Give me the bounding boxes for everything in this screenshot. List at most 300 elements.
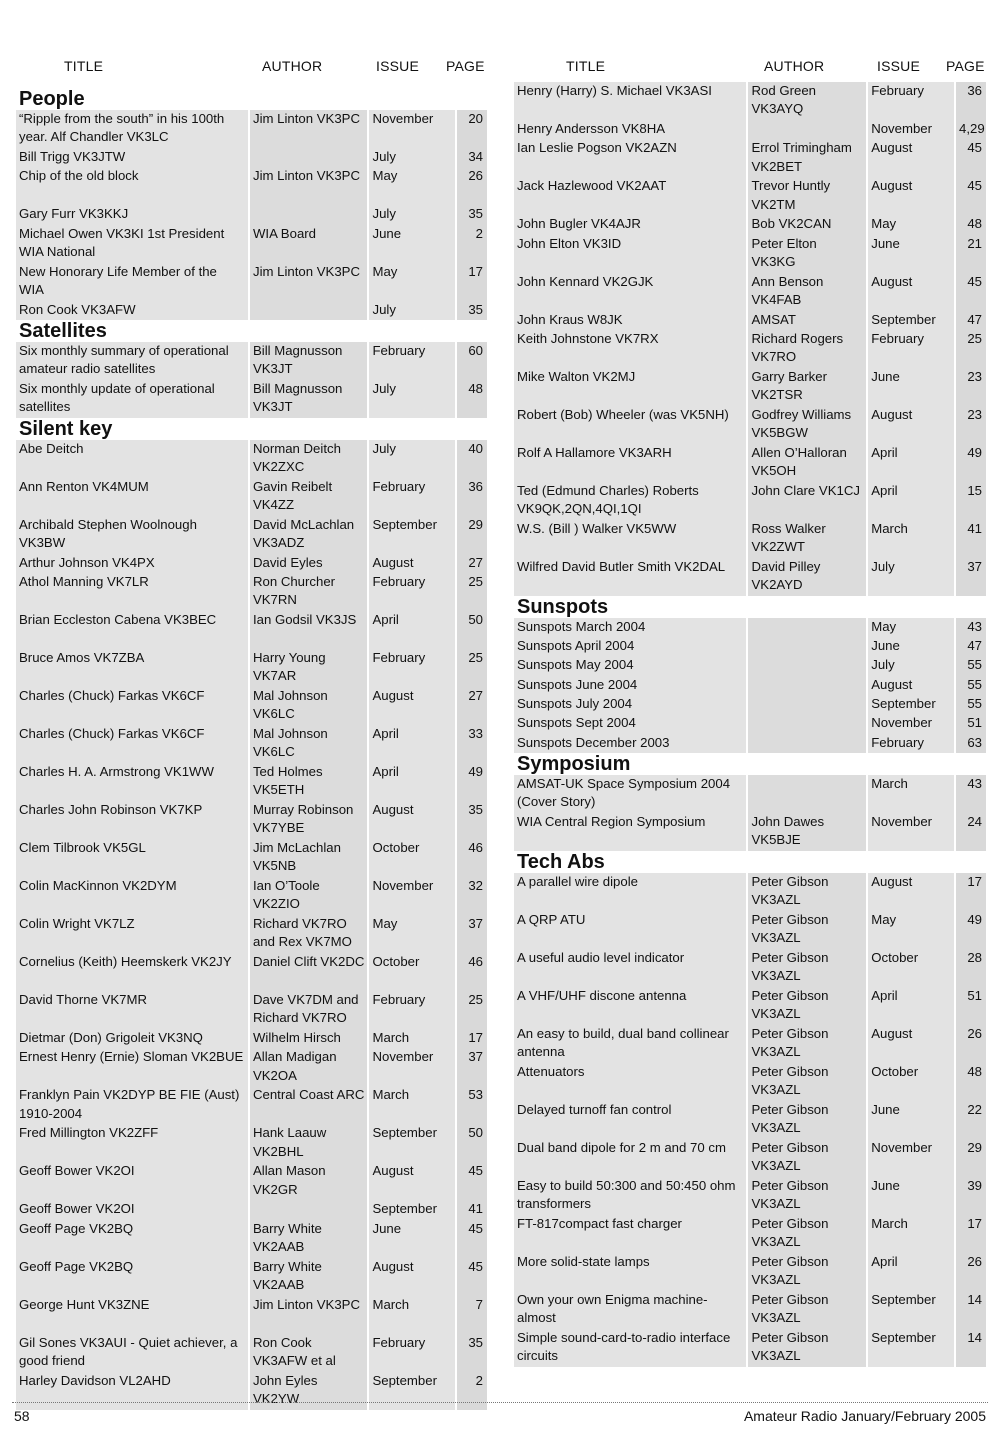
- header-title: TITLE: [64, 58, 104, 74]
- column-header: [16, 52, 487, 82]
- table-row: [514, 558, 986, 596]
- column-header: [514, 52, 986, 82]
- entry-title: Archibald Stephen Woolnough VK3BW: [16, 516, 248, 554]
- entry-issue: June: [868, 1101, 954, 1139]
- table-row: [514, 1101, 986, 1139]
- entry-page: 20: [457, 110, 487, 148]
- table-row: [514, 311, 986, 330]
- entry-issue: September: [868, 1329, 954, 1367]
- table-row: [514, 873, 986, 911]
- entry-page: 43: [956, 618, 986, 637]
- entry-issue: May: [369, 263, 455, 301]
- entry-page: 2: [457, 1372, 487, 1410]
- table-row: [16, 991, 487, 1029]
- entry-title: Abe Deitch: [16, 440, 248, 478]
- entry-author: Richard VK7RO and Rex VK7MO: [250, 915, 368, 953]
- entry-issue: August: [868, 873, 954, 911]
- table-row: [16, 148, 487, 167]
- entry-issue: June: [369, 1220, 455, 1258]
- table-row: [514, 139, 986, 177]
- entry-title: Geoff Page VK2BQ: [16, 1220, 248, 1258]
- entry-title: Six monthly update of operational satellites: [16, 380, 248, 418]
- entry-page: 48: [956, 215, 986, 234]
- entry-page: 35: [457, 801, 487, 839]
- entry-page: 34: [457, 148, 487, 167]
- entry-title: Franklyn Pain VK2DYP BE FIE (Aust) 1910-2004: [16, 1086, 248, 1124]
- entry-page: 4,29: [956, 120, 986, 139]
- entry-title: Easy to build 50:300 and 50:450 ohm transformers: [514, 1177, 746, 1215]
- entry-page: 49: [956, 911, 986, 949]
- entry-author: [250, 205, 368, 224]
- entry-author: Barry White VK2AAB: [250, 1258, 368, 1296]
- entry-author: Ted Holmes VK5ETH: [250, 763, 368, 801]
- header-page: PAGE: [946, 58, 985, 74]
- entry-page: 60: [457, 342, 487, 380]
- entry-title: John Kraus W8JK: [514, 311, 746, 330]
- entry-page: 14: [956, 1291, 986, 1329]
- entry-author: David Pilley VK2AYD: [748, 558, 866, 596]
- entry-page: 55: [956, 676, 986, 695]
- entry-title: Bruce Amos VK7ZBA: [16, 649, 248, 687]
- entry-author: Peter Elton VK3KG: [748, 235, 866, 273]
- entry-author: Norman Deitch VK2ZXC: [250, 440, 368, 478]
- entry-title: Own your own Enigma machine-almost: [514, 1291, 746, 1329]
- entry-page: 28: [956, 949, 986, 987]
- table-row: [16, 205, 487, 224]
- entry-page: 26: [956, 1253, 986, 1291]
- entry-page: 36: [457, 478, 487, 516]
- entry-page: 25: [457, 649, 487, 687]
- entry-issue: September: [868, 695, 954, 714]
- entry-issue: April: [868, 987, 954, 1025]
- section-rows: [514, 873, 986, 1367]
- entry-title: Jack Hazlewood VK2AAT: [514, 177, 746, 215]
- entry-title: Geoff Page VK2BQ: [16, 1258, 248, 1296]
- entry-title: George Hunt VK3ZNE: [16, 1296, 248, 1334]
- entry-author: Ron Churcher VK7RN: [250, 573, 368, 611]
- entry-author: Ian O’Toole VK2ZIO: [250, 877, 368, 915]
- entry-issue: March: [868, 520, 954, 558]
- entry-title: Colin Wright VK7LZ: [16, 915, 248, 953]
- entry-page: 26: [457, 167, 487, 205]
- entry-author: Peter Gibson VK3AZL: [748, 1253, 866, 1291]
- table-row: [514, 444, 986, 482]
- entry-page: 21: [956, 235, 986, 273]
- entry-author: John Eyles VK2YW: [250, 1372, 368, 1410]
- entry-page: 25: [457, 991, 487, 1029]
- entry-author: Errol Trimingham VK2BET: [748, 139, 866, 177]
- entry-author: Peter Gibson VK3AZL: [748, 987, 866, 1025]
- section-heading: People: [19, 88, 85, 110]
- entry-page: 46: [457, 839, 487, 877]
- entry-title: David Thorne VK7MR: [16, 991, 248, 1029]
- entry-title: A VHF/UHF discone antenna: [514, 987, 746, 1025]
- entry-title: More solid-state lamps: [514, 1253, 746, 1291]
- entry-author: Peter Gibson VK3AZL: [748, 911, 866, 949]
- entry-page: 29: [457, 516, 487, 554]
- entry-author: Godfrey Williams VK5BGW: [748, 406, 866, 444]
- entry-title: W.S. (Bill ) Walker VK5WW: [514, 520, 746, 558]
- entry-title: Charles John Robinson VK7KP: [16, 801, 248, 839]
- entry-author: Peter Gibson VK3AZL: [748, 1063, 866, 1101]
- entry-author: Jim McLachlan VK5NB: [250, 839, 368, 877]
- entry-issue: November: [369, 1048, 455, 1086]
- entry-page: 45: [956, 273, 986, 311]
- section-heading: Satellites: [19, 319, 107, 342]
- entry-page: 47: [956, 637, 986, 656]
- entry-issue: August: [868, 676, 954, 695]
- entry-issue: May: [369, 167, 455, 205]
- section-rows: [514, 618, 986, 753]
- entry-issue: November: [868, 120, 954, 139]
- entry-author: Bill Magnusson VK3JT: [250, 342, 368, 380]
- table-row: [514, 813, 986, 851]
- entry-issue: November: [369, 110, 455, 148]
- entry-author: Ross Walker VK2ZWT: [748, 520, 866, 558]
- entry-issue: September: [369, 1124, 455, 1162]
- table-row: [16, 1296, 487, 1334]
- entry-title: A useful audio level indicator: [514, 949, 746, 987]
- entry-title: Charles (Chuck) Farkas VK6CF: [16, 725, 248, 763]
- header-page: PAGE: [446, 58, 485, 74]
- table-row: [514, 987, 986, 1025]
- table-row: [514, 215, 986, 234]
- entry-author: Allen O’Halloran VK5OH: [748, 444, 866, 482]
- entry-author: [748, 775, 866, 813]
- entry-title: Athol Manning VK7LR: [16, 573, 248, 611]
- entry-issue: July: [868, 656, 954, 675]
- entry-page: 27: [457, 554, 487, 573]
- entry-author: [748, 656, 866, 675]
- entry-page: 2: [457, 225, 487, 263]
- entry-author: [748, 637, 866, 656]
- entry-issue: February: [868, 82, 954, 120]
- table-row: [16, 687, 487, 725]
- entry-title: Gil Sones VK3AUI - Quiet achiever, a good friend: [16, 1334, 248, 1372]
- entry-author: John Dawes VK5BJE: [748, 813, 866, 851]
- entry-title: Sunspots May 2004: [514, 656, 746, 675]
- table-row: [16, 225, 487, 263]
- table-row: [514, 406, 986, 444]
- table-row: [16, 1086, 487, 1124]
- entry-issue: June: [868, 368, 954, 406]
- entry-issue: July: [369, 440, 455, 478]
- table-row: [514, 120, 986, 139]
- table-row: [514, 676, 986, 695]
- entry-page: 45: [457, 1220, 487, 1258]
- table-row: [514, 1329, 986, 1367]
- table-row: [16, 478, 487, 516]
- entry-title: Sunspots Sept 2004: [514, 714, 746, 733]
- entry-issue: June: [868, 637, 954, 656]
- entry-issue: February: [868, 330, 954, 368]
- entry-page: 37: [956, 558, 986, 596]
- entry-title: A QRP ATU: [514, 911, 746, 949]
- entry-page: 46: [457, 953, 487, 991]
- entry-author: Ron Cook VK3AFW et al: [250, 1334, 368, 1372]
- entry-author: [250, 301, 368, 320]
- header-title: TITLE: [566, 58, 606, 74]
- entry-issue: November: [369, 877, 455, 915]
- entry-issue: September: [369, 1200, 455, 1219]
- entry-page: 49: [457, 763, 487, 801]
- section-rows: [16, 342, 487, 418]
- table-row: [16, 110, 487, 148]
- entry-page: 22: [956, 1101, 986, 1139]
- entry-title: Geoff Bower VK2OI: [16, 1200, 248, 1219]
- entry-author: Barry White VK2AAB: [250, 1220, 368, 1258]
- entry-title: Ted (Edmund Charles) Roberts VK9QK,2QN,4QI,1QI: [514, 482, 746, 520]
- entry-title: Robert (Bob) Wheeler (was VK5NH): [514, 406, 746, 444]
- entry-issue: August: [369, 801, 455, 839]
- entry-page: 36: [956, 82, 986, 120]
- table-row: [514, 637, 986, 656]
- entry-author: Peter Gibson VK3AZL: [748, 1101, 866, 1139]
- entry-issue: May: [868, 618, 954, 637]
- entry-issue: November: [868, 813, 954, 851]
- entry-page: 27: [457, 687, 487, 725]
- entry-title: Attenuators: [514, 1063, 746, 1101]
- entry-issue: February: [369, 1334, 455, 1372]
- entry-page: 55: [956, 695, 986, 714]
- table-row: [514, 775, 986, 813]
- entry-author: Peter Gibson VK3AZL: [748, 1215, 866, 1253]
- table-row: [16, 953, 487, 991]
- table-row: [16, 1048, 487, 1086]
- entry-author: Peter Gibson VK3AZL: [748, 1025, 866, 1063]
- entry-issue: October: [868, 949, 954, 987]
- table-row: [514, 1215, 986, 1253]
- entry-author: Daniel Clift VK2DC: [250, 953, 368, 991]
- table-row: [514, 520, 986, 558]
- entry-title: Delayed turnoff fan control: [514, 1101, 746, 1139]
- entry-author: AMSAT: [748, 311, 866, 330]
- entry-author: Dave VK7DM and Richard VK7RO: [250, 991, 368, 1029]
- table-row: [16, 1258, 487, 1296]
- entry-page: 48: [457, 380, 487, 418]
- entry-author: Harry Young VK7AR: [250, 649, 368, 687]
- table-row: [514, 1291, 986, 1329]
- entry-title: Harley Davidson VL2AHD: [16, 1372, 248, 1410]
- entry-issue: August: [868, 1025, 954, 1063]
- entry-issue: April: [369, 725, 455, 763]
- entry-issue: May: [868, 215, 954, 234]
- table-row: [16, 1162, 487, 1200]
- table-row: [514, 911, 986, 949]
- footer-publication: Amateur Radio January/February 2005: [743, 1408, 986, 1424]
- entry-page: 40: [457, 440, 487, 478]
- entry-title: Gary Furr VK3KKJ: [16, 205, 248, 224]
- entry-issue: July: [369, 301, 455, 320]
- entry-issue: August: [369, 554, 455, 573]
- entry-author: Gavin Reibelt VK4ZZ: [250, 478, 368, 516]
- entry-issue: June: [369, 225, 455, 263]
- table-row: [16, 1200, 487, 1219]
- entry-issue: March: [369, 1296, 455, 1334]
- entry-author: Bill Magnusson VK3JT: [250, 380, 368, 418]
- table-row: [514, 330, 986, 368]
- entry-issue: August: [868, 406, 954, 444]
- table-row: [16, 1029, 487, 1048]
- right-sections: [514, 82, 986, 1367]
- entry-author: Ian Godsil VK3JS: [250, 611, 368, 649]
- entry-page: 45: [457, 1258, 487, 1296]
- entry-title: FT-817compact fast charger: [514, 1215, 746, 1253]
- entry-issue: July: [369, 148, 455, 167]
- entry-issue: March: [369, 1029, 455, 1048]
- entry-page: 35: [457, 1334, 487, 1372]
- table-row: [514, 1139, 986, 1177]
- entry-author: Wilhelm Hirsch: [250, 1029, 368, 1048]
- entry-author: Peter Gibson VK3AZL: [748, 1291, 866, 1329]
- entry-issue: July: [369, 380, 455, 418]
- entry-title: Henry Andersson VK8HA: [514, 120, 746, 139]
- section-rows: [16, 110, 487, 320]
- entry-author: Peter Gibson VK3AZL: [748, 1177, 866, 1215]
- entry-title: Ann Renton VK4MUM: [16, 478, 248, 516]
- entry-title: Sunspots March 2004: [514, 618, 746, 637]
- entry-title: Sunspots June 2004: [514, 676, 746, 695]
- table-row: [16, 611, 487, 649]
- entry-title: Colin MacKinnon VK2DYM: [16, 877, 248, 915]
- entry-issue: September: [369, 1372, 455, 1410]
- entry-page: 37: [457, 915, 487, 953]
- entry-title: A parallel wire dipole: [514, 873, 746, 911]
- table-row: [16, 554, 487, 573]
- table-row: [514, 695, 986, 714]
- section-heading: Sunspots: [517, 595, 609, 618]
- entry-author: [748, 618, 866, 637]
- table-row: [514, 1177, 986, 1215]
- table-row: [16, 263, 487, 301]
- entry-title: Ron Cook VK3AFW: [16, 301, 248, 320]
- entry-page: 24: [956, 813, 986, 851]
- table-row: [514, 82, 986, 120]
- entry-title: Charles (Chuck) Farkas VK6CF: [16, 687, 248, 725]
- entry-title: John Kennard VK2GJK: [514, 273, 746, 311]
- header-issue: ISSUE: [376, 58, 420, 74]
- table-row: [514, 177, 986, 215]
- entry-issue: September: [868, 1291, 954, 1329]
- entry-author: John Clare VK1CJ: [748, 482, 866, 520]
- entry-issue: February: [868, 734, 954, 753]
- entry-page: 17: [956, 873, 986, 911]
- entry-page: 47: [956, 311, 986, 330]
- entry-author: Hank Laauw VK2BHL: [250, 1124, 368, 1162]
- entry-issue: May: [369, 915, 455, 953]
- table-row: [514, 235, 986, 273]
- table-row: [16, 877, 487, 915]
- section-heading: Silent key: [19, 417, 113, 440]
- entry-issue: February: [369, 573, 455, 611]
- entry-author: Jim Linton VK3PC: [250, 1296, 368, 1334]
- table-row: [514, 714, 986, 733]
- entry-author: Jim Linton VK3PC: [250, 110, 368, 148]
- table-row: [514, 1025, 986, 1063]
- entry-page: 7: [457, 1296, 487, 1334]
- entry-issue: August: [868, 177, 954, 215]
- entry-title: Charles H. A. Armstrong VK1WW: [16, 763, 248, 801]
- table-row: [16, 440, 487, 478]
- entry-page: 45: [457, 1162, 487, 1200]
- entry-issue: September: [868, 311, 954, 330]
- entry-author: Murray Robinson VK7YBE: [250, 801, 368, 839]
- entry-issue: October: [369, 839, 455, 877]
- entry-title: Brian Eccleston Cabena VK3BEC: [16, 611, 248, 649]
- entry-issue: April: [868, 482, 954, 520]
- entry-page: 23: [956, 368, 986, 406]
- entry-author: Peter Gibson VK3AZL: [748, 949, 866, 987]
- entry-page: 63: [956, 734, 986, 753]
- entry-title: Cornelius (Keith) Heemskerk VK2JY: [16, 953, 248, 991]
- table-row: [16, 1372, 487, 1410]
- entry-page: 32: [457, 877, 487, 915]
- entry-page: 25: [956, 330, 986, 368]
- table-row: [16, 649, 487, 687]
- table-row: [16, 573, 487, 611]
- entry-page: 37: [457, 1048, 487, 1086]
- entry-author: Rod Green VK3AYQ: [748, 82, 866, 120]
- entry-author: Peter Gibson VK3AZL: [748, 873, 866, 911]
- right-column: [514, 52, 986, 1367]
- entry-title: Henry (Harry) S. Michael VK3ASI: [514, 82, 746, 120]
- entry-author: Bob VK2CAN: [748, 215, 866, 234]
- table-row: [514, 734, 986, 753]
- table-row: [16, 763, 487, 801]
- left-sections: [16, 88, 487, 1410]
- entry-page: 39: [956, 1177, 986, 1215]
- entry-title: Mike Walton VK2MJ: [514, 368, 746, 406]
- entry-title: Arthur Johnson VK4PX: [16, 554, 248, 573]
- entry-page: 50: [457, 611, 487, 649]
- entry-author: Peter Gibson VK3AZL: [748, 1139, 866, 1177]
- entry-issue: July: [868, 558, 954, 596]
- entry-author: Jim Linton VK3PC: [250, 263, 368, 301]
- entry-title: An easy to build, dual band collinear antenna: [514, 1025, 746, 1063]
- entry-issue: August: [868, 139, 954, 177]
- entry-issue: August: [868, 273, 954, 311]
- entry-issue: August: [369, 1258, 455, 1296]
- entry-page: 55: [956, 656, 986, 675]
- entry-title: Dual band dipole for 2 m and 70 cm: [514, 1139, 746, 1177]
- table-row: [514, 618, 986, 637]
- section-rows: [16, 440, 487, 1410]
- entry-page: 49: [956, 444, 986, 482]
- entry-title: Sunspots April 2004: [514, 637, 746, 656]
- entry-author: WIA Board: [250, 225, 368, 263]
- table-row: [16, 380, 487, 418]
- left-column: [16, 52, 487, 1410]
- entry-page: 33: [457, 725, 487, 763]
- entry-title: Sunspots December 2003: [514, 734, 746, 753]
- entry-author: [748, 714, 866, 733]
- entry-author: [748, 695, 866, 714]
- entry-page: 26: [956, 1025, 986, 1063]
- header-author: AUTHOR: [262, 58, 323, 74]
- entry-title: WIA Central Region Symposium: [514, 813, 746, 851]
- table-row: [514, 656, 986, 675]
- entry-issue: April: [868, 444, 954, 482]
- entry-author: [748, 120, 866, 139]
- entry-page: 35: [457, 205, 487, 224]
- entry-page: 45: [956, 139, 986, 177]
- entry-title: Ernest Henry (Ernie) Sloman VK2BUE: [16, 1048, 248, 1086]
- entry-page: 17: [956, 1215, 986, 1253]
- entry-title: Dietmar (Don) Grigoleit VK3NQ: [16, 1029, 248, 1048]
- entry-title: Simple sound-card-to-radio interface circuits: [514, 1329, 746, 1367]
- entry-page: 51: [956, 714, 986, 733]
- table-row: [514, 368, 986, 406]
